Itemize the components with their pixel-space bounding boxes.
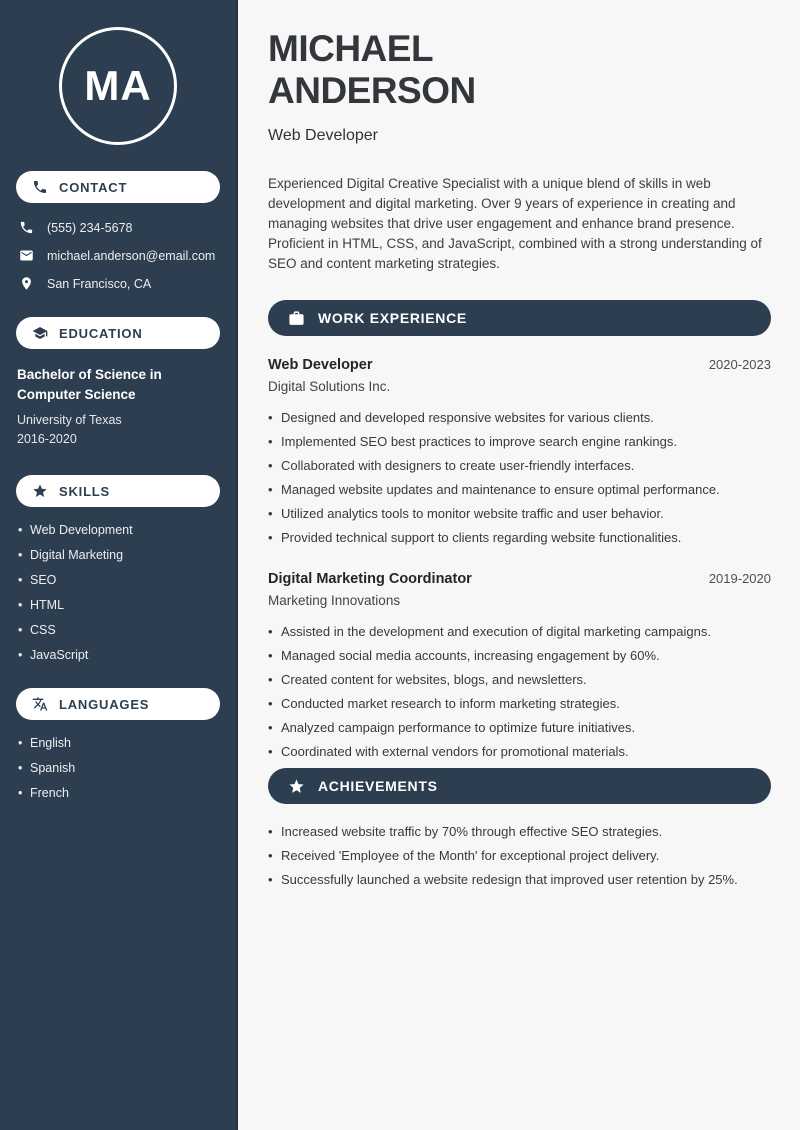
job-company: Marketing Innovations <box>268 593 401 608</box>
email-address: michael.anderson@email.com <box>47 248 216 263</box>
star-icon <box>32 483 48 499</box>
location-icon <box>19 276 34 291</box>
avatar-initials: MA <box>84 62 152 109</box>
job-dates: 2020-2023 <box>708 357 771 372</box>
skills-list <box>16 523 220 662</box>
education-degree: Bachelor of Science in Computer Science <box>17 367 162 402</box>
education-section-header <box>16 317 220 349</box>
main-content <box>238 0 800 1130</box>
language-item: • Spanish <box>16 761 220 775</box>
skills-heading-label: SKILLS <box>59 483 111 499</box>
phone-icon <box>32 179 48 195</box>
job-title: Web Developer <box>268 357 373 373</box>
briefcase-icon <box>288 310 305 327</box>
job-bullet: • Collaborated with designers to create user-friendly interfaces. <box>268 458 771 473</box>
person-name: MICHAEL ANDERSON <box>268 28 476 111</box>
person-job-title: Web Developer <box>268 127 378 144</box>
education-school: University of Texas <box>17 413 122 427</box>
education-entry <box>16 365 220 449</box>
job-header <box>268 357 771 373</box>
job-bullet: • Coordinated with external vendors for promotional materials. <box>268 744 771 759</box>
contact-location-row <box>16 276 220 291</box>
skill-item: • Web Development <box>16 523 220 537</box>
job-company: Digital Solutions Inc. <box>268 379 391 394</box>
languages-section-header <box>16 688 220 720</box>
job-header <box>268 571 771 587</box>
achievements-heading-label: ACHIEVEMENTS <box>318 778 438 794</box>
job-bullet-list <box>268 410 771 545</box>
graduation-cap-icon <box>32 325 48 341</box>
job-title: Digital Marketing Coordinator <box>268 571 472 587</box>
job-bullet: • Designed and developed responsive websites for various clients. <box>268 410 771 425</box>
avatar <box>59 27 177 145</box>
job-bullet: • Assisted in the development and execution of digital marketing campaigns. <box>268 624 771 639</box>
location-text: San Francisco, CA <box>47 276 152 291</box>
job-bullet: • Implemented SEO best practices to improve search engine rankings. <box>268 434 771 449</box>
languages-list <box>16 736 220 800</box>
language-item: • French <box>16 786 220 800</box>
star-icon <box>288 778 305 795</box>
achievement-item: • Successfully launched a website redesign that improved user retention by 25%. <box>268 872 771 887</box>
skill-item: • Digital Marketing <box>16 548 220 562</box>
contact-list <box>16 220 220 291</box>
contact-phone-row <box>16 220 220 235</box>
language-item: • English <box>16 736 220 750</box>
phone-number: (555) 234-5678 <box>47 220 133 235</box>
job-bullet: • Analyzed campaign performance to optimize future initiatives. <box>268 720 771 735</box>
achievements-list <box>268 824 771 887</box>
phone-icon <box>19 220 34 235</box>
skill-item: • CSS <box>16 623 220 637</box>
translate-icon <box>32 696 48 712</box>
job-bullet: • Created content for websites, blogs, and newsletters. <box>268 672 771 687</box>
job-entry <box>268 357 771 545</box>
sidebar <box>0 0 238 1130</box>
job-bullet: • Utilized analytics tools to monitor website traffic and user behavior. <box>268 506 771 521</box>
education-heading-label: EDUCATION <box>59 325 143 341</box>
mail-icon <box>19 248 34 263</box>
work-experience-heading-label: WORK EXPERIENCE <box>318 310 467 326</box>
job-dates: 2019-2020 <box>708 571 771 586</box>
job-bullet: • Managed social media accounts, increasing engagement by 60%. <box>268 648 771 663</box>
contact-section-header <box>16 171 220 203</box>
languages-heading-label: LANGUAGES <box>59 696 150 712</box>
profile-summary: Experienced Digital Creative Specialist with a unique blend of skills in web development and digital marketing. Over 9 years of experience in creating and managing websites that drive user engagement and enhance brand presence. Proficient in HTML, CSS, and JavaScript, combined with a strong understanding of SEO and content marketing strategies. <box>268 176 762 271</box>
job-bullet-list <box>268 624 771 759</box>
education-years: 2016-2020 <box>17 432 77 446</box>
job-entry <box>268 571 771 759</box>
achievement-item: • Increased website traffic by 70% through effective SEO strategies. <box>268 824 771 839</box>
job-bullet: • Managed website updates and maintenance to ensure optimal performance. <box>268 482 771 497</box>
skill-item: • HTML <box>16 598 220 612</box>
contact-heading-label: CONTACT <box>59 179 128 195</box>
achievement-item: • Received 'Employee of the Month' for exceptional project delivery. <box>268 848 771 863</box>
job-bullet: • Conducted market research to inform marketing strategies. <box>268 696 771 711</box>
skills-section-header <box>16 475 220 507</box>
job-bullet: • Provided technical support to clients regarding website functionalities. <box>268 530 771 545</box>
achievements-section-header <box>268 768 771 804</box>
skill-item: • SEO <box>16 573 220 587</box>
contact-email-row <box>16 248 220 263</box>
skill-item: • JavaScript <box>16 648 220 662</box>
work-experience-section-header <box>268 300 771 336</box>
